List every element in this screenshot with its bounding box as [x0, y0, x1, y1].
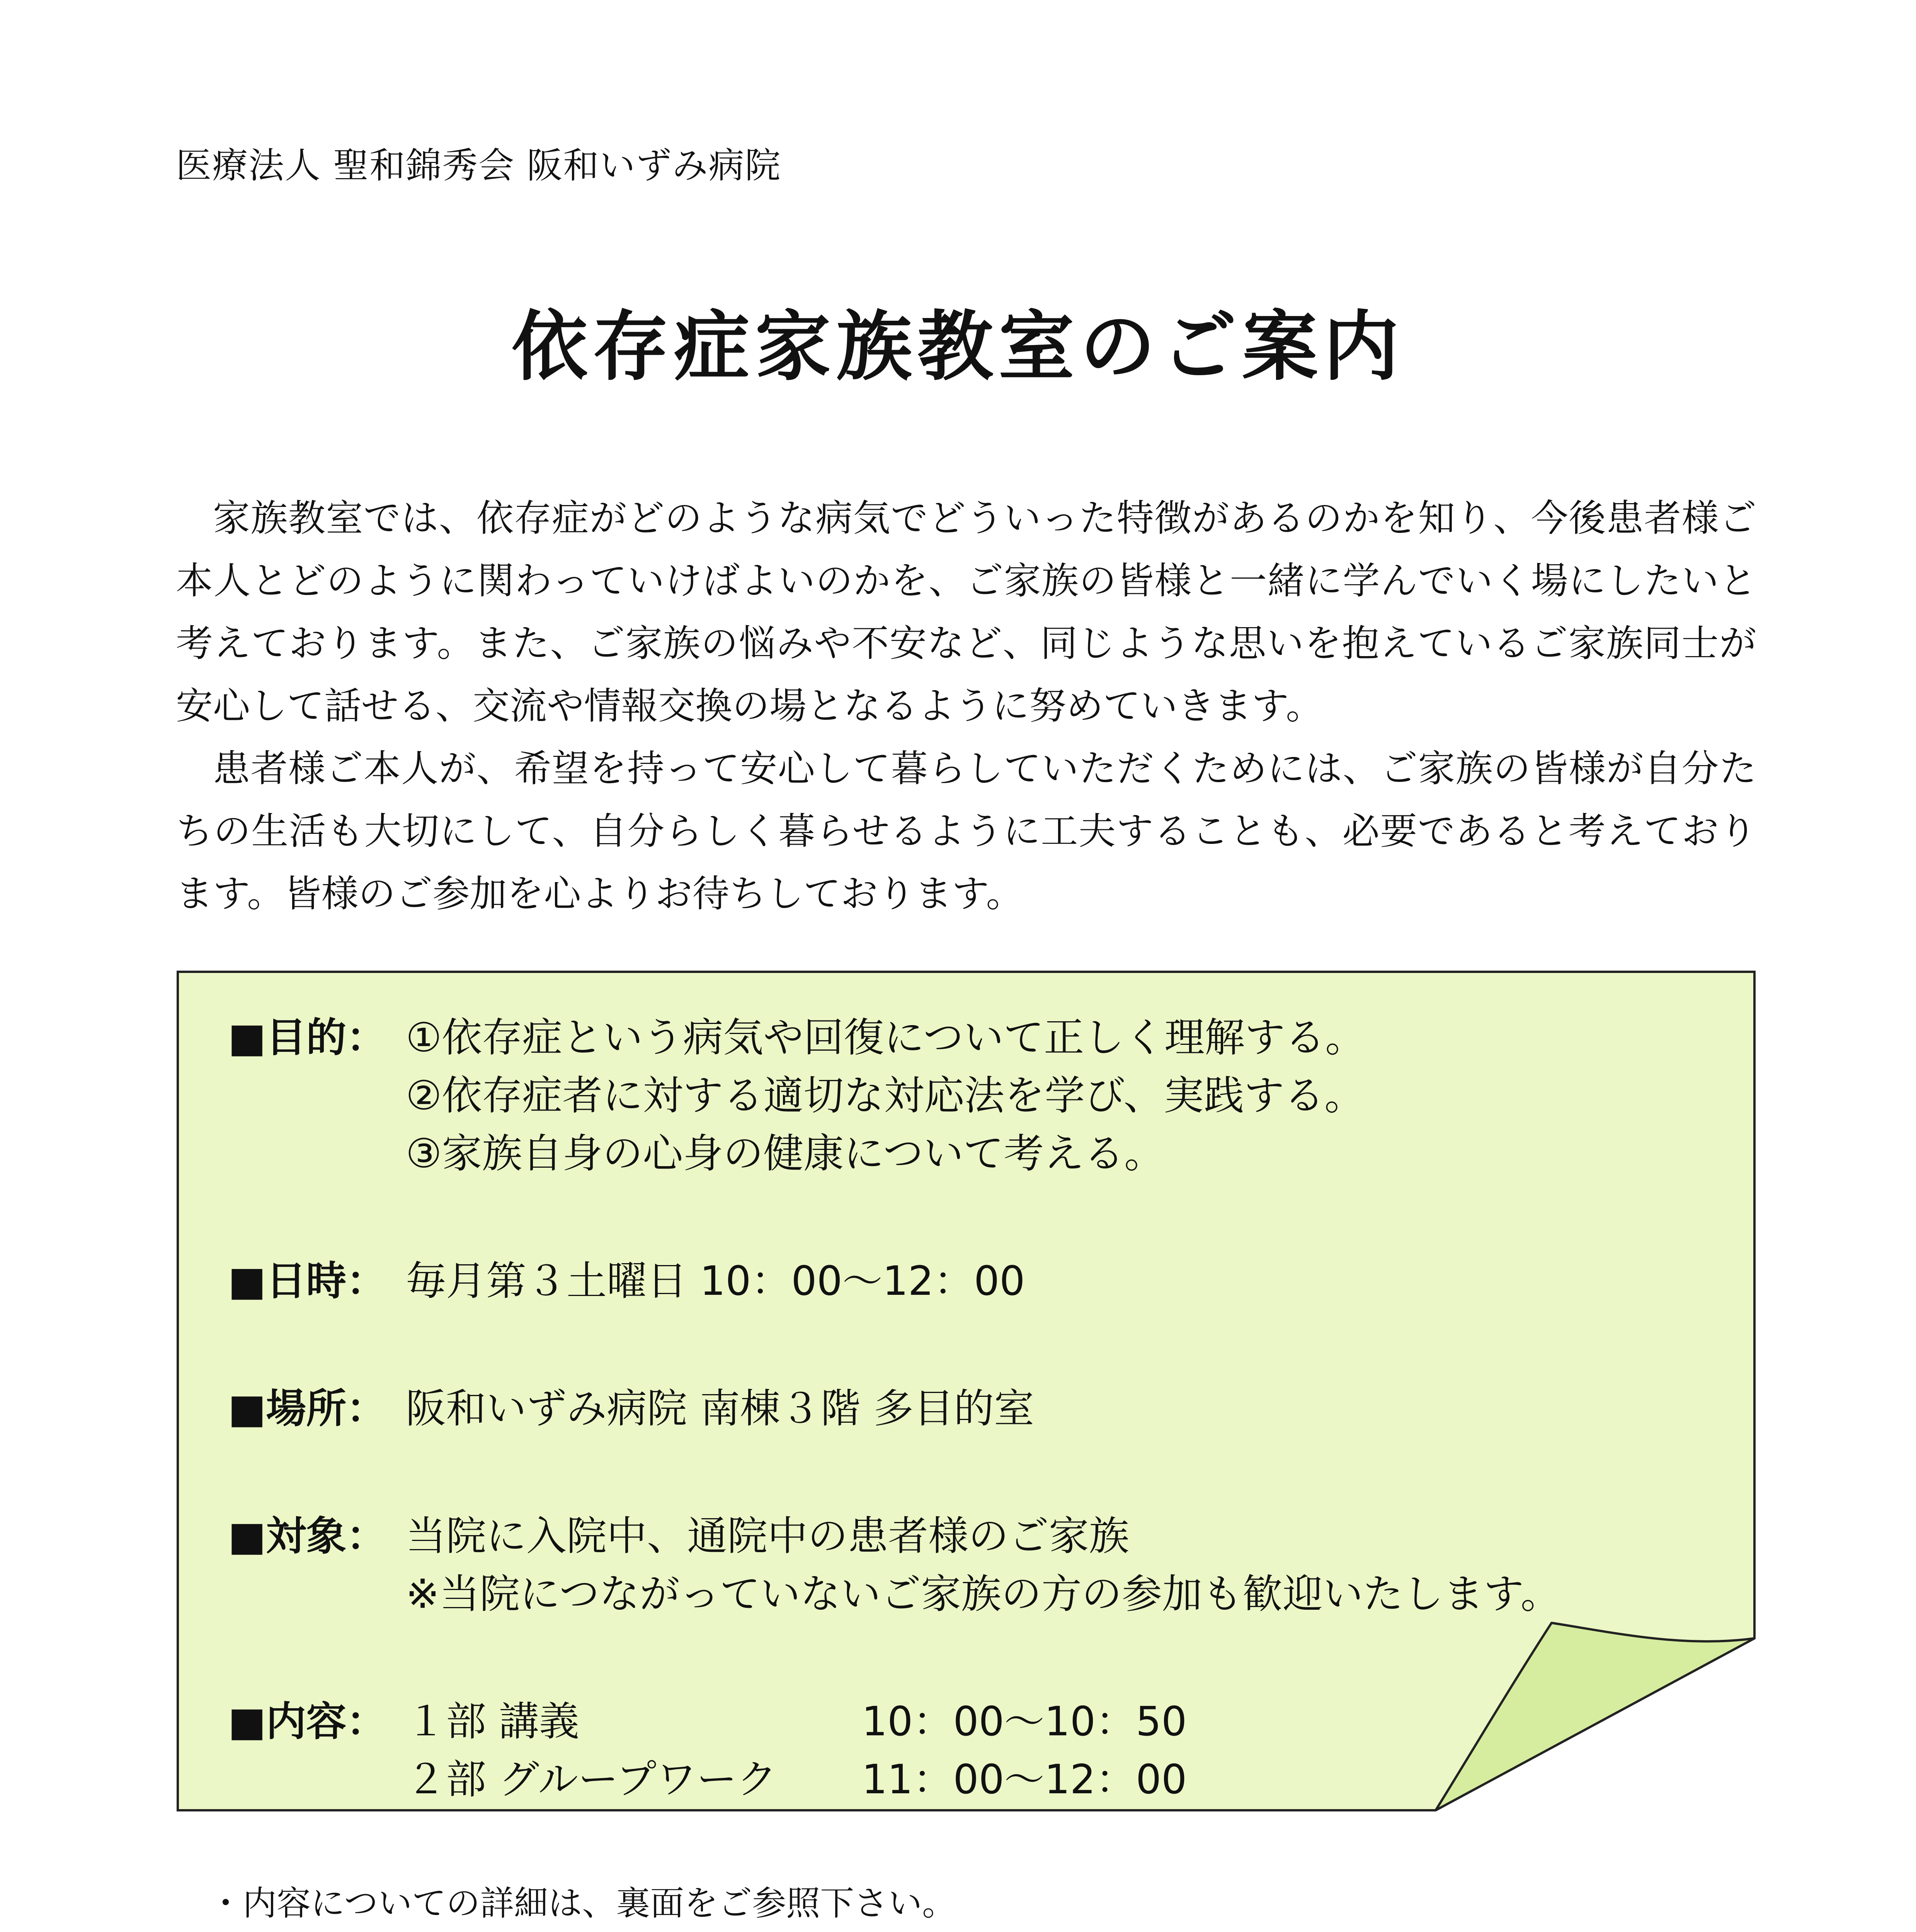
target-label: ■対象：	[228, 1512, 387, 1560]
session-1-time: 10：00～10：50	[862, 1698, 1187, 1745]
target-line-2: ※当院につながっていないご家族の方の参加も歓迎いたします。	[406, 1570, 1561, 1617]
intro-text	[176, 487, 1756, 925]
session-1-name: １部 講義	[406, 1698, 580, 1745]
content-row	[228, 1692, 1561, 1808]
note-item: ・内容についての詳細は、裏面をご参照下さい。	[209, 1883, 956, 1923]
target-row	[228, 1507, 1561, 1623]
datetime-label: ■日時：	[228, 1257, 387, 1304]
intro-paragraph-2: 患者様ご本人が、希望を持って安心して暮らしていただくためには、ご家族の皆様が自分たちの生活も大切にして、自分らしく暮らせるように工夫することも、必要であると考えております。皆様のご参加を心よりお待ちしております。	[176, 747, 1756, 915]
content-label: ■内容：	[228, 1698, 387, 1745]
session-2-time: 11：00～12：00	[862, 1756, 1187, 1803]
session-2-name: ２部 グループワーク	[406, 1756, 777, 1803]
purpose-row	[228, 1009, 1561, 1182]
session-2	[406, 1750, 1187, 1808]
place-row	[228, 1379, 1561, 1437]
organization-name: 医療法人 聖和錦秀会 阪和いずみ病院	[176, 145, 781, 186]
purpose-item-3: ③家族自身の心身の健康について考える。	[406, 1130, 1165, 1177]
target-line-1: 当院に入院中、通院中の患者様のご家族	[406, 1512, 1130, 1560]
place-value: 阪和いずみ病院 南棟３階 多目的室	[406, 1385, 1035, 1432]
notes-list	[209, 1874, 1464, 1932]
session-1	[406, 1692, 1187, 1750]
place-label: ■場所：	[228, 1385, 387, 1432]
purpose-label: ■目的：	[228, 1014, 387, 1061]
datetime-value: 毎月第３土曜日 10：00～12：00	[406, 1257, 1025, 1304]
info-panel	[176, 970, 1756, 1812]
page-title: 依存症家族教室のご案内	[511, 303, 1404, 391]
purpose-item-2: ②依存症者に対する適切な対応法を学び、実践する。	[406, 1072, 1365, 1119]
datetime-row	[228, 1252, 1561, 1310]
purpose-item-1: ①依存症という病気や回復について正しく理解する。	[406, 1014, 1366, 1061]
intro-paragraph-1: 家族教室では、依存症がどのような病気でどういった特徴があるのかを知り、今後患者様ご本人とどのように関わっていけばよいのかを、ご家族の皆様と一緒に学んでいく場にしたいと考えております。また、ご家族の悩みや不安など、同じような思いを抱えているご家族同士が安心して話せる、交流や情報交換の場となるように努めていきます。	[176, 497, 1756, 728]
